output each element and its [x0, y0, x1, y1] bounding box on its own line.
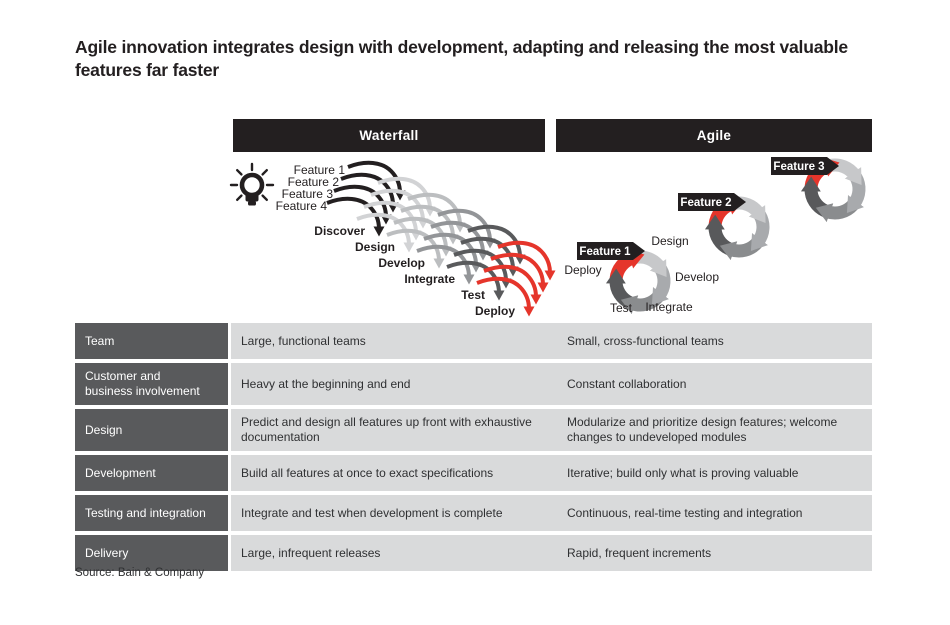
agile-cycle-3 [771, 157, 859, 213]
stage-design: Design [354, 240, 395, 254]
row-label-text: Testing and integration [85, 505, 206, 520]
agile-feature-3: Feature 3 [773, 161, 825, 173]
row-label [75, 323, 228, 359]
waterfall-feature-1: Feature 1 [293, 163, 345, 177]
feature-banner-2 [678, 193, 746, 211]
agile-cell: Continuous, real-time testing and integration [567, 505, 803, 520]
waterfall-feature-2: Feature 2 [287, 175, 339, 189]
row-content [231, 323, 872, 359]
table-row-design [75, 409, 872, 451]
column-header-waterfall-label: Waterfall [359, 128, 419, 143]
feature-banner-3 [771, 157, 839, 175]
table-row-delivery [75, 535, 872, 571]
waterfall-cell: Build all features at once to exact specifications [241, 465, 494, 480]
agile-cell: Rapid, frequent increments [567, 545, 712, 560]
row-label-text: Customer and business involvement [85, 369, 200, 398]
table-row-customer-involvement [75, 363, 872, 405]
column-header-waterfall [233, 119, 545, 152]
column-header-agile-label: Agile [696, 128, 732, 143]
cycle-label-test: Test [609, 301, 633, 315]
figure-title: Agile innovation integrates design with development, adapting and releasing the most valuable features far faster [75, 37, 848, 80]
waterfall-feature-3: Feature 3 [281, 187, 333, 201]
row-content [231, 409, 872, 451]
agile-feature-2: Feature 2 [680, 197, 732, 209]
row-label [75, 363, 228, 405]
cycle-label-deploy: Deploy [564, 263, 602, 277]
waterfall-diagram [225, 150, 560, 325]
cycle-label-integrate: Integrate [645, 300, 693, 314]
row-content [231, 495, 872, 531]
row-label-text: Team [85, 333, 115, 348]
row-label [75, 535, 228, 571]
table-row-testing-integration [75, 495, 872, 531]
waterfall-feature-labels [276, 163, 346, 213]
waterfall-cell: Large, functional teams [241, 333, 366, 348]
waterfall-cell: Predict and design all features up front with exhaustive documentation [241, 415, 532, 444]
row-label [75, 455, 228, 491]
row-label [75, 495, 228, 531]
agile-cycle-2 [678, 193, 763, 251]
agile-cell: Small, cross-functional teams [567, 333, 724, 348]
comparison-table [75, 323, 872, 575]
row-label-text: Development [85, 465, 156, 480]
agile-diagram [555, 148, 885, 325]
stage-deploy: Deploy [474, 304, 515, 318]
row-label [75, 409, 228, 451]
source-note: Source: Bain & Company [75, 567, 205, 579]
waterfall-cell: Large, infrequent releases [241, 545, 381, 560]
stage-develop: Develop [378, 256, 425, 270]
feature-banner-1 [577, 242, 645, 260]
waterfall-feature-4: Feature 4 [275, 199, 327, 213]
waterfall-cell: Heavy at the beginning and end [241, 376, 411, 391]
row-content [231, 535, 872, 571]
table-row-development [75, 455, 872, 491]
row-label-text: Delivery [85, 545, 129, 560]
row-label-text: Design [85, 422, 123, 437]
agile-cell: Modularize and prioritize design features; welcome changes to undeveloped modules [567, 415, 838, 444]
agile-feature-1: Feature 1 [579, 246, 631, 258]
agile-cell: Constant collaboration [567, 376, 687, 391]
cycle-label-develop: Develop [674, 270, 720, 284]
lightbulb-icon [231, 164, 273, 206]
row-content [231, 363, 872, 405]
stage-integrate: Integrate [404, 272, 455, 286]
cycle-label-design: Design [651, 234, 689, 248]
agile-cell: Iterative; build only what is proving valuable [567, 465, 799, 480]
waterfall-cell: Integrate and test when development is complete [241, 505, 503, 520]
table-row-team [75, 323, 872, 359]
row-content [231, 455, 872, 491]
stage-discover: Discover [314, 224, 365, 238]
stage-test: Test [461, 288, 485, 302]
